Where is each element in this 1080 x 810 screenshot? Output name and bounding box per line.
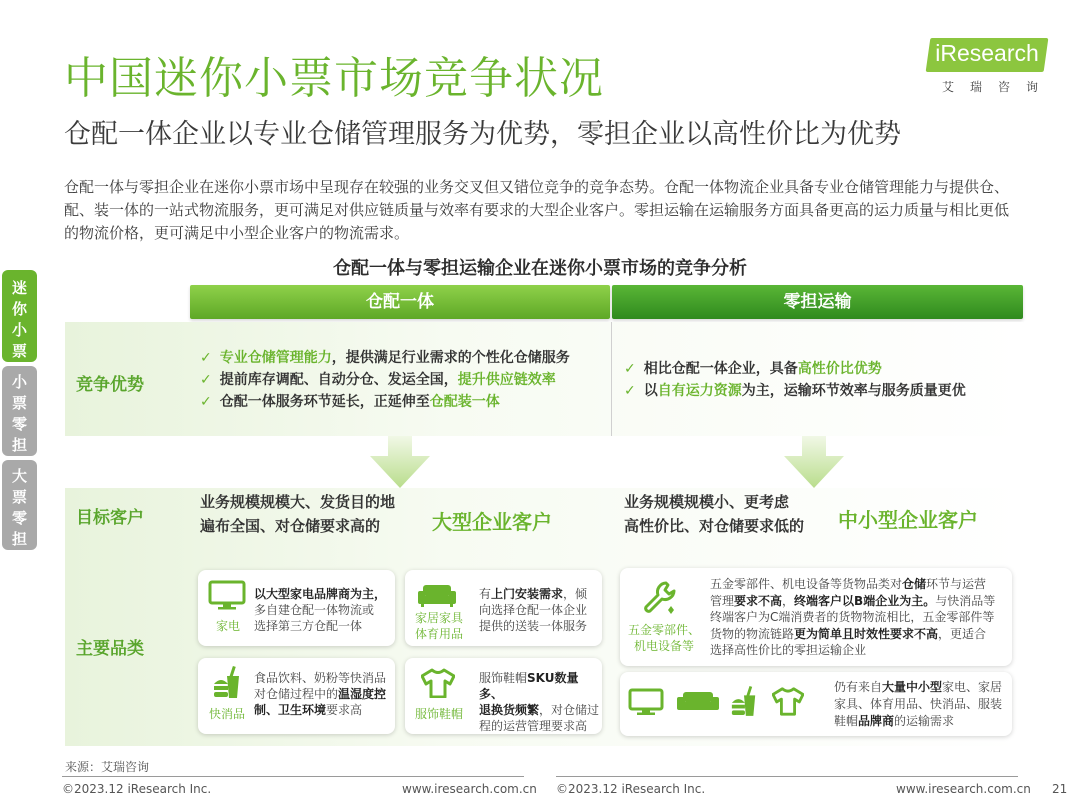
fast-food-icon [730, 684, 758, 718]
tab-char: 票 [11, 488, 27, 506]
advantage-list-b [624, 358, 966, 402]
tab-char: 小 [11, 321, 27, 339]
card-description: 服饰鞋帽SKU数量多、 退换货频繁，对仓储过 程的运营管理要求高 [479, 671, 600, 733]
side-tab-mini-ticket[interactable] [2, 270, 37, 362]
table-title: 仓配一体与零担运输企业在迷你小票市场的竞争分析 [333, 258, 747, 279]
tv-icon [628, 688, 664, 716]
logo-subtext: 艾瑞咨询 [941, 80, 1054, 94]
tab-char: 零 [11, 415, 27, 433]
intro-paragraph: 仓配一体与零担企业在迷你小票市场中呈现存在较强的业务交叉但又错位竞争的竞争态势。仓配一体物流企业具备专业仓储管理能力与提供仓、配、装一体的一站式物流服务，更可满足对供应链质量与效率有要求的大型企业客户。零担运输在运输服务方面具备更高的运力质量与相比更低的物流价格，更可满足中小型企业客户的物流需求。 [64, 178, 1010, 242]
tab-char: 担 [11, 530, 27, 548]
card-description: 仍有来自大量中小型家电、家居 家具、体育用品、快消品、服装 鞋帽品牌商的运输需求 [834, 680, 1003, 728]
target-sme: 中小型企业客户 [838, 508, 978, 532]
down-arrow-icon [784, 436, 844, 488]
tab-char: 小 [11, 373, 27, 391]
target-line: 业务规模规模小、更考虑 [624, 493, 790, 511]
column-header-warehouse-distribution: 仓配一体 [190, 285, 610, 319]
footer-copyright: ©2023.12 iResearch Inc. [62, 782, 212, 796]
card-fmcg [198, 658, 395, 734]
check-icon: ✓ [624, 383, 636, 399]
page-subtitle: 仓配一体企业以专业仓储管理服务为优势，零担企业以高性价比为优势 [64, 119, 901, 150]
check-icon: ✓ [200, 372, 212, 388]
row-label-advantage: 竞争优势 [76, 375, 144, 395]
check-icon: ✓ [200, 350, 212, 366]
sofa-icon [417, 582, 457, 608]
tshirt-icon [772, 686, 804, 716]
down-arrow-icon [370, 436, 430, 488]
side-tab-small-ticket-ltl[interactable] [2, 366, 37, 456]
list-item: ✓ 提前库存调配、自动分仓、发运全国，提升供应链效率 [200, 372, 556, 388]
column-header-ltl-transport: 零担运输 [612, 285, 1023, 319]
tshirt-icon [421, 668, 455, 698]
column-divider [611, 322, 612, 436]
card-hardware [620, 568, 1012, 666]
iresearch-logo [914, 34, 1054, 100]
fast-food-icon [212, 664, 242, 700]
card-description: 有上门安装需求，倾 向选择仓配一体企业 提供的送装一体服务 [479, 587, 588, 633]
list-item: ✓ 仓配一体服务环节延长，正延伸至仓配装一体 [200, 394, 500, 410]
tab-char: 大 [11, 467, 27, 485]
side-tab-large-ticket-ltl[interactable] [2, 460, 37, 550]
card-label: 服饰鞋帽 [414, 707, 463, 721]
tab-char: 担 [11, 436, 27, 454]
card-description: 食品饮料、奶粉等快消品 对仓储过程中的温湿度控 制、卫生环境要求高 [254, 671, 387, 717]
footer-url: www.iresearch.com.cn [896, 782, 1031, 796]
list-item: ✓ 以自有运力资源为主，运输环节效率与服务质量更优 [624, 383, 966, 399]
card-appliances [198, 570, 395, 646]
card-description: 以大型家电品牌商为主， 多自建仓配一体物流或 选择第三方仓配一体 [254, 587, 387, 633]
logo-text: iResearch [935, 40, 1039, 66]
tab-char: 你 [11, 300, 27, 318]
target-desc-a [200, 490, 395, 538]
target-desc-b [624, 490, 804, 538]
target-large-enterprise: 大型企业客户 [432, 510, 552, 534]
wrench-icon [642, 580, 678, 616]
target-line: 业务规模规模大、发货目的地 [200, 493, 396, 511]
footer-url: www.iresearch.com.cn [402, 782, 537, 796]
card-apparel [405, 658, 602, 734]
footer-copyright: ©2023.12 iResearch Inc. [556, 782, 706, 796]
sofa-icon [676, 690, 720, 714]
footer-divider [62, 776, 524, 777]
card-label: 五金零部件、 机电设备等 [627, 623, 700, 653]
row-label-products: 主要品类 [76, 639, 144, 659]
page-title: 中国迷你小票市场竞争状况 [64, 53, 604, 104]
card-label: 快消品 [208, 707, 245, 721]
list-item: ✓ 专业仓储管理能力，提供满足行业需求的个性化仓储服务 [200, 350, 570, 366]
tab-char: 票 [11, 342, 27, 360]
page-number: 21 [1052, 782, 1068, 796]
check-icon: ✓ [200, 394, 212, 410]
card-label: 家居家具 体育用品 [414, 611, 463, 641]
target-line: 高性价比、对仓储要求低的 [624, 517, 805, 535]
card-furniture-sports [405, 570, 602, 646]
card-label: 家电 [215, 619, 240, 633]
target-line: 遍布全国、对仓储要求高的 [200, 517, 381, 535]
footer-divider [556, 776, 1018, 777]
check-icon: ✓ [624, 361, 636, 377]
advantage-list-a [200, 347, 570, 413]
tv-icon [208, 580, 246, 610]
tab-char: 零 [11, 509, 27, 527]
source-note: 来源：艾瑞咨询 [65, 760, 150, 774]
row-label-target: 目标客户 [76, 508, 144, 528]
card-description: 五金零部件、机电设备等货物品类对仓储环节与运营 管理要求不高，终端客户以B端企业为主。与快消品等 终端客户为C端消费者的货物物流相比，五金零部件等 货物的物流链路更为简单且时效性要求不高，更适合 选择高性价比的零担运输企业 [710, 577, 996, 657]
tab-char: 票 [11, 394, 27, 412]
tab-char: 迷 [11, 279, 27, 297]
card-other-categories [620, 672, 1012, 736]
list-item: ✓ 相比仓配一体企业，具备高性价比优势 [624, 361, 882, 377]
